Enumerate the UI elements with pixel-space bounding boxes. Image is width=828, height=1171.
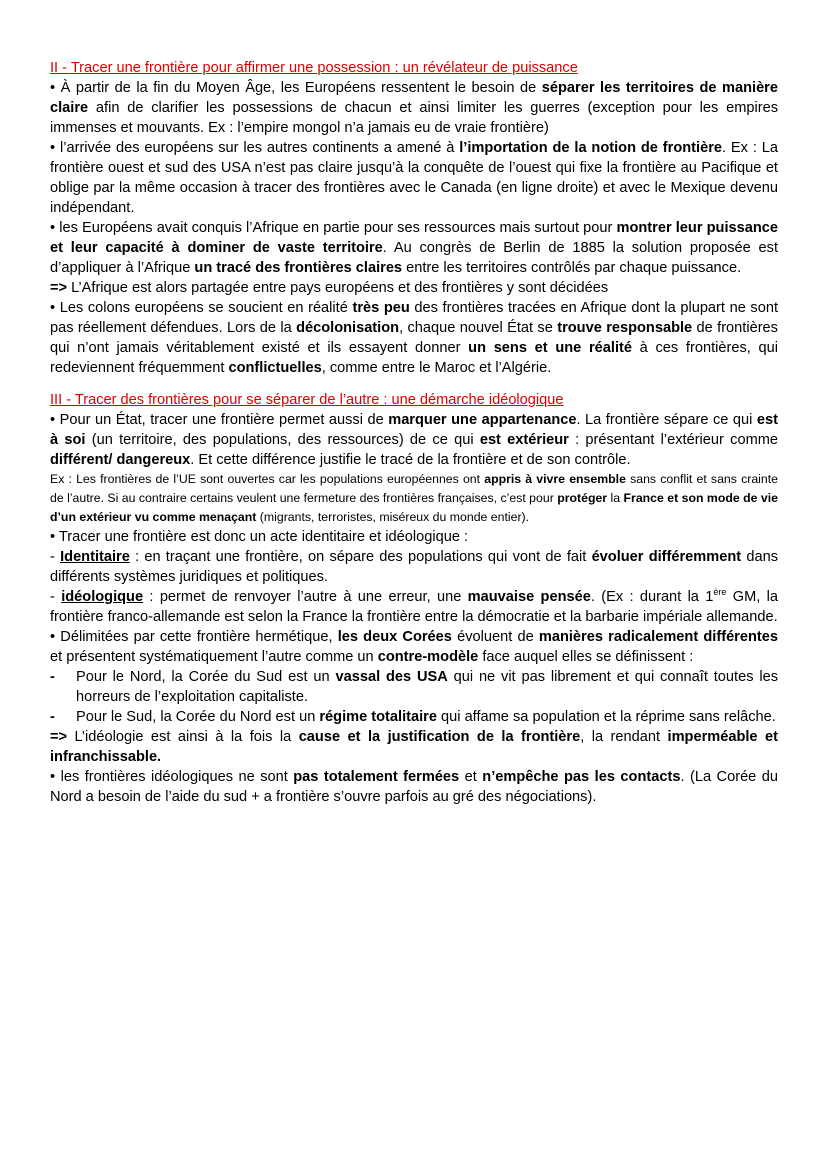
bold-text-run: un sens et une réalité xyxy=(468,340,632,356)
paragraph xyxy=(50,218,778,278)
text-run: : permet de renvoyer l’autre à une erreur, une xyxy=(143,589,468,605)
paragraph xyxy=(50,410,778,470)
text-run: • Délimitées par cette frontière hermétique, xyxy=(50,629,338,645)
text-run: des frontières tracées en Afrique dont la plupart ne sont pas réellement défendues. Lors de la xyxy=(50,300,779,336)
text-run: , la rendant xyxy=(580,729,668,745)
text-run: • les Européens avait conquis l’Afrique en partie pour ses ressources mais surtout pour xyxy=(50,220,617,236)
bold-text-run: cause et la justification de la frontière xyxy=(298,729,581,745)
text-run: : présentant l’extérieur comme xyxy=(568,432,778,448)
underlined-term xyxy=(60,549,130,565)
text-run: qui affame sa population et la réprime sans relâche. xyxy=(436,709,776,725)
bold-text-run: France et son mode de vie d’un extérieur vu comme menaçant xyxy=(50,491,778,524)
text-run: , comme entre le Maroc et l’Algérie. xyxy=(321,360,552,376)
text-run: . (Ex : durant la 1 xyxy=(590,589,714,605)
text-run: à ces frontières, qui redeviennent fréquemment xyxy=(50,340,778,376)
bold-text-run: manières radicalement différentes xyxy=(538,629,778,645)
dash-list-item xyxy=(50,667,778,707)
dash-text xyxy=(76,707,778,727)
text-run: . La frontière sépare ce qui xyxy=(576,412,757,428)
bold-text-run: décolonisation xyxy=(296,320,400,336)
bold-text-run: est extérieur xyxy=(479,432,569,448)
bold-text-run: très peu xyxy=(352,300,410,316)
text-run: . Au congrès de Berlin de 1885 la solution proposée est d’appliquer à l’Afrique xyxy=(50,240,779,276)
text-run: - xyxy=(50,589,62,605)
paragraph xyxy=(50,547,778,587)
text-run: dans différents systèmes juridiques et politiques. xyxy=(50,549,779,585)
bold-text-run: conflictuelles xyxy=(228,360,322,376)
bold-text-run: idéologique xyxy=(61,589,144,605)
text-run: L’idéologie est ainsi à la fois la xyxy=(67,729,299,745)
bold-text-run: mauvaise pensée xyxy=(467,589,591,605)
bold-text-run: => xyxy=(50,729,68,745)
text-run: entre les territoires contrôlés par chaque puissance. xyxy=(402,260,742,276)
text-run: de frontières qui n’ont jamais véritablement existé et ils essayent donner xyxy=(50,320,778,356)
paragraph xyxy=(50,527,778,547)
paragraph xyxy=(50,627,778,667)
paragraph xyxy=(50,587,778,627)
bold-text-run: n’empêche pas les contacts xyxy=(482,769,681,785)
bold-text-run: Identitaire xyxy=(60,549,130,565)
text-run: : en traçant une frontière, on sépare des populations qui vont de fait xyxy=(129,549,592,565)
paragraph xyxy=(50,298,778,378)
section-3-heading: III - Tracer des frontières pour se séparer de l’autre : une démarche idéologique xyxy=(50,392,564,408)
bold-text-run: trouve responsable xyxy=(557,320,693,336)
text-run: . (La Corée du Nord a besoin de l’aide du sud + a frontière s’ouvre parfois au gré des négociations). xyxy=(50,769,779,805)
text-run: et présentent systématiquement l’autre comme un xyxy=(50,649,378,665)
bold-text-run: imperméable et infranchissable. xyxy=(50,729,778,765)
text-run: ère xyxy=(713,587,727,598)
bold-text-run: l’importation de la notion de frontière xyxy=(459,140,722,156)
bold-text-run: évoluer différemment xyxy=(591,549,742,565)
text-run: GM, la frontière franco-allemande est selon la France la frontière entre la démocratie et la barbarie impériale allemande. xyxy=(50,589,778,625)
text-run: • Tracer une frontière est donc un acte identitaire et idéologique : xyxy=(50,529,469,545)
text-run: afin de clarifier les possessions de chacun et ainsi limiter les guerres (exception pour les empires immenses et mouvants. Ex : l’empire mongol n’a jamais eu de vraie frontière) xyxy=(50,100,778,136)
bold-text-run: vassal des USA xyxy=(335,669,448,685)
dash-marker: - xyxy=(50,709,55,725)
bold-text-run: les deux Corées xyxy=(337,629,452,645)
text-run: • l’arrivée des européens sur les autres continents a amené à xyxy=(50,140,460,156)
text-run: • À partir de la fin du Moyen Âge, les Européens ressentent le besoin de xyxy=(50,80,542,96)
text-run: Pour le Nord, la Corée du Sud est un xyxy=(76,669,336,685)
dash-marker: - xyxy=(50,669,55,685)
text-run: Pour le Sud, la Corée du Nord est un xyxy=(76,709,320,725)
text-run: • Pour un État, tracer une frontière permet aussi de xyxy=(50,412,389,428)
text-run: L’Afrique est alors partagée entre pays européens et des frontières y sont décidées xyxy=(67,280,609,296)
paragraph xyxy=(50,138,778,218)
paragraph xyxy=(50,78,778,138)
bold-text-run: contre-modèle xyxy=(377,649,479,665)
text-run: . Ex : La frontière ouest et sud des USA n’est pas claire jusqu’à la conquête de l’ouest qui fixe la frontière au Pacifique et oblige par la même occasion à tracer des frontières avec le Canada (en ligne droite) et avec le Mexique devenu indépendant. xyxy=(50,140,779,216)
text-run: . Et cette différence justifie le tracé de la frontière et de son contrôle. xyxy=(190,452,631,468)
text-run: la xyxy=(607,491,624,505)
document-page xyxy=(50,58,778,807)
text-run: - xyxy=(50,549,61,565)
bold-text-run: différent/ dangereux xyxy=(50,452,191,468)
text-run: évoluent de xyxy=(451,629,539,645)
text-run: , chaque nouvel État se xyxy=(399,320,558,336)
dash-list-item xyxy=(50,707,778,727)
section-2-heading: II - Tracer une frontière pour affirmer une possession : un révélateur de puissance xyxy=(50,60,578,76)
paragraph xyxy=(50,767,778,807)
text-run: • les frontières idéologiques ne sont xyxy=(50,769,294,785)
paragraph xyxy=(50,727,778,767)
bold-text-run: un tracé des frontières claires xyxy=(194,260,403,276)
text-run: face auquel elles se définissent : xyxy=(478,649,694,665)
text-run: qui ne vit pas librement et qui connaît toutes les horreurs de l’exploitation capitaliste. xyxy=(76,669,779,705)
text-run: • Les colons européens se soucient en réalité xyxy=(50,300,353,316)
text-run: (migrants, terroristes, miséreux du monde entier). xyxy=(256,510,530,524)
example-paragraph xyxy=(50,470,778,527)
bold-text-run: est à soi xyxy=(50,412,778,448)
dash-text xyxy=(76,667,778,707)
bold-text-run: pas totalement fermées xyxy=(293,769,460,785)
bold-text-run: => xyxy=(50,280,68,296)
bold-text-run: régime totalitaire xyxy=(319,709,437,725)
bold-text-run: marquer une appartenance xyxy=(388,412,577,428)
bold-text-run: appris à vivre ensemble xyxy=(484,472,626,486)
text-run: et xyxy=(459,769,483,785)
paragraph xyxy=(50,278,778,298)
text-run: sans conflit et sans crainte de l’autre. Si au contraire certains veulent une fermeture des frontières françaises, c’est pour xyxy=(50,472,778,505)
underlined-term xyxy=(61,589,143,605)
bold-text-run: protéger xyxy=(557,491,608,505)
text-run: Ex : Les frontières de l’UE sont ouvertes car les populations européennes ont xyxy=(50,472,485,486)
bold-text-run: montrer leur puissance et leur capacité à dominer de vaste territoire xyxy=(50,220,778,256)
text-run: (un territoire, des populations, des ressources) de ce qui xyxy=(85,432,480,448)
bold-text-run: séparer les territoires de manière claire xyxy=(50,80,778,116)
